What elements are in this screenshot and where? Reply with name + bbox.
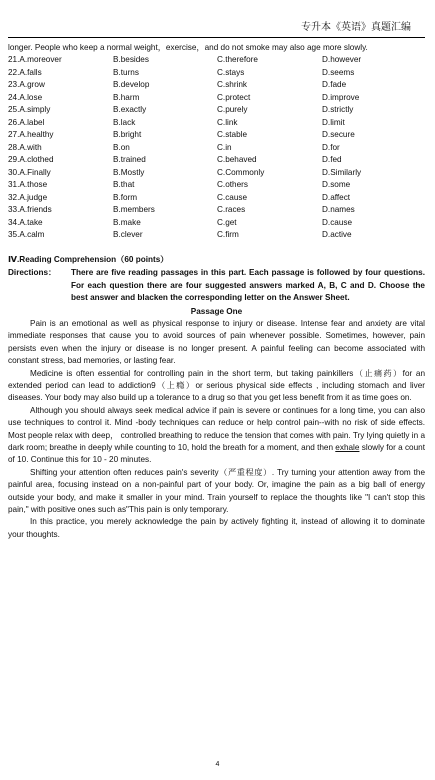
option-row	[8, 117, 425, 130]
page-body	[8, 42, 425, 541]
option-a: 27.A.healthy	[8, 130, 54, 140]
underlined-word: exhale	[335, 443, 360, 452]
option-d: D.some	[322, 180, 351, 190]
option-d: D.Similarly	[322, 167, 362, 177]
option-a: 21.A.moreover	[8, 55, 62, 65]
section-title: Reading Comprehension（60 points）	[19, 254, 169, 264]
option-a: 24.A.lose	[8, 92, 43, 102]
option-row	[8, 229, 425, 242]
option-c: C.others	[217, 180, 248, 190]
option-b: B.trained	[113, 155, 146, 165]
option-d: D.however	[322, 55, 362, 65]
option-b: B.exactly	[113, 105, 147, 115]
section-numeral: Ⅳ.	[8, 254, 20, 264]
paragraph-2: Medicine is often essential for controlling pain in the short term, but taking painkillers（止痛药）for an extended period can lead to addiction9（上瘾）or serious physical side effects , including stomach and liver diseases. Your body may also build up a tolerance to a drug so that you get less benefit from it as time goes on.	[8, 368, 425, 403]
option-row	[8, 79, 425, 92]
option-b: B.on	[113, 142, 130, 152]
option-d: D.secure	[322, 130, 355, 140]
option-b: B.develop	[113, 80, 150, 90]
option-a: 30.A.Finally	[8, 167, 51, 177]
option-c: C.shrink	[217, 80, 248, 90]
option-row	[8, 54, 425, 67]
option-c: C.purely	[217, 105, 248, 115]
option-d: D.improve	[322, 92, 360, 102]
option-d: D.names	[322, 205, 355, 215]
directions-block	[8, 267, 425, 304]
option-b: B.besides	[113, 55, 149, 65]
option-c: C.behaved	[217, 155, 257, 165]
directions-label: Directions：	[8, 268, 57, 278]
paragraph-5: In this practice, you merely acknowledge the pain by actively fighting it, instead of allowing it to dominate your thoughts.	[8, 517, 425, 539]
section-heading	[8, 254, 425, 266]
option-d: D.seems	[322, 67, 355, 77]
option-row	[8, 92, 425, 105]
option-c: C.therefore	[217, 55, 258, 65]
option-c: C.stays	[217, 67, 245, 77]
option-a: 35.A.calm	[8, 230, 45, 240]
option-c: C.get	[217, 217, 237, 227]
option-b: B.form	[113, 192, 138, 202]
option-c: C.cause	[217, 192, 248, 202]
option-a: 28.A.with	[8, 142, 42, 152]
option-a: 26.A.label	[8, 117, 45, 127]
option-b: B.Mostly	[113, 167, 145, 177]
option-a: 34.A.take	[8, 217, 43, 227]
page-header-title: 专升本《英语》真题汇编	[301, 22, 411, 33]
paragraph-3-text: Although you should always seek medical advice if pain is severe or continues for a long time, you can also use techniques to control it. Mind -body techniques can reduce or help control pain--with no risk of side effects. Most people relax with deep， controlled breathing to reduce the tension that comes with pain. Try lying quietly in a dark room; breathe in deeply while counting to 10, hold the breath for a moment, and then	[8, 405, 425, 452]
paragraph-3	[8, 405, 425, 467]
option-b: B.that	[113, 180, 135, 190]
paragraph-1: Pain is an emotional as well as physical response to injury or disease. Intense fear and anxiety are vital immediate responses that cause you to avoid sources of pain whenever possible. Sometimes, however, pain persists even when the injury or disease is no longer present. A painful feeling can become associated with constant stress, bad memories, or lasting fear.	[8, 318, 425, 366]
option-row	[8, 154, 425, 167]
option-d: D.fed	[322, 155, 342, 165]
option-a: 23.A.grow	[8, 80, 45, 90]
option-c: C.firm	[217, 230, 239, 240]
option-a: 31.A.those	[8, 180, 48, 190]
options-grid	[8, 54, 425, 242]
option-d: D.affect	[322, 192, 351, 202]
option-a: 25.A.simply	[8, 105, 51, 115]
option-a: 22.A.falls	[8, 67, 42, 77]
option-row	[8, 192, 425, 205]
option-row	[8, 104, 425, 117]
option-c: C.protect	[217, 92, 251, 102]
paragraph-4: Shifting your attention often reduces pain's severity（严重程度）. Try turning your attention away from the painful area, focusing instead on a non-painful part of your body. Or, imagine the pain as a big ball of energy outside your body, and make it smaller in your mind. Train yourself to replace the thoughts like "I can't stop this pain," with positive ones such as"This pain is only temporary.	[8, 467, 425, 515]
option-row	[8, 67, 425, 80]
option-row	[8, 167, 425, 180]
option-c: C.in	[217, 142, 232, 152]
option-b: B.turns	[113, 67, 139, 77]
option-b: B.clever	[113, 230, 143, 240]
option-b: B.lack	[113, 117, 136, 127]
intro-line: longer. People who keep a normal weight，exercise，and do not smoke may also age more slowly.	[8, 43, 368, 52]
option-row	[8, 142, 425, 155]
option-d: D.cause	[322, 217, 353, 227]
paragraph-3-end: slowly for a count of 10. Continue this for 10 - 20 minutes.	[8, 443, 425, 465]
option-a: 33.A.friends	[8, 205, 52, 215]
option-row	[8, 179, 425, 192]
option-row	[8, 204, 425, 217]
option-b: B.bright	[113, 130, 142, 140]
passage-title: Passage One	[190, 306, 243, 316]
header-divider	[8, 37, 425, 38]
option-c: C.races	[217, 205, 246, 215]
option-row	[8, 217, 425, 230]
option-d: D.limit	[322, 117, 345, 127]
option-d: D.fade	[322, 80, 347, 90]
option-c: C.link	[217, 117, 238, 127]
option-a: 32.A.judge	[8, 192, 48, 202]
page-number: 4	[215, 761, 220, 768]
option-b: B.make	[113, 217, 141, 227]
option-row	[8, 129, 425, 142]
option-d: D.active	[322, 230, 352, 240]
option-d: D.for	[322, 142, 340, 152]
option-c: C.Commonly	[217, 167, 265, 177]
directions-text: There are five reading passages in this part. Each passage is followed by four questions. For each question there are four suggested answers marked A, B, C and D. Choose the best answer and blacken the corresponding letter on the Answer Sheet.	[71, 268, 425, 303]
option-b: B.harm	[113, 92, 140, 102]
option-b: B.members	[113, 205, 155, 215]
option-d: D.strictly	[322, 105, 354, 115]
option-c: C.stable	[217, 130, 248, 140]
option-a: 29.A.clothed	[8, 155, 54, 165]
